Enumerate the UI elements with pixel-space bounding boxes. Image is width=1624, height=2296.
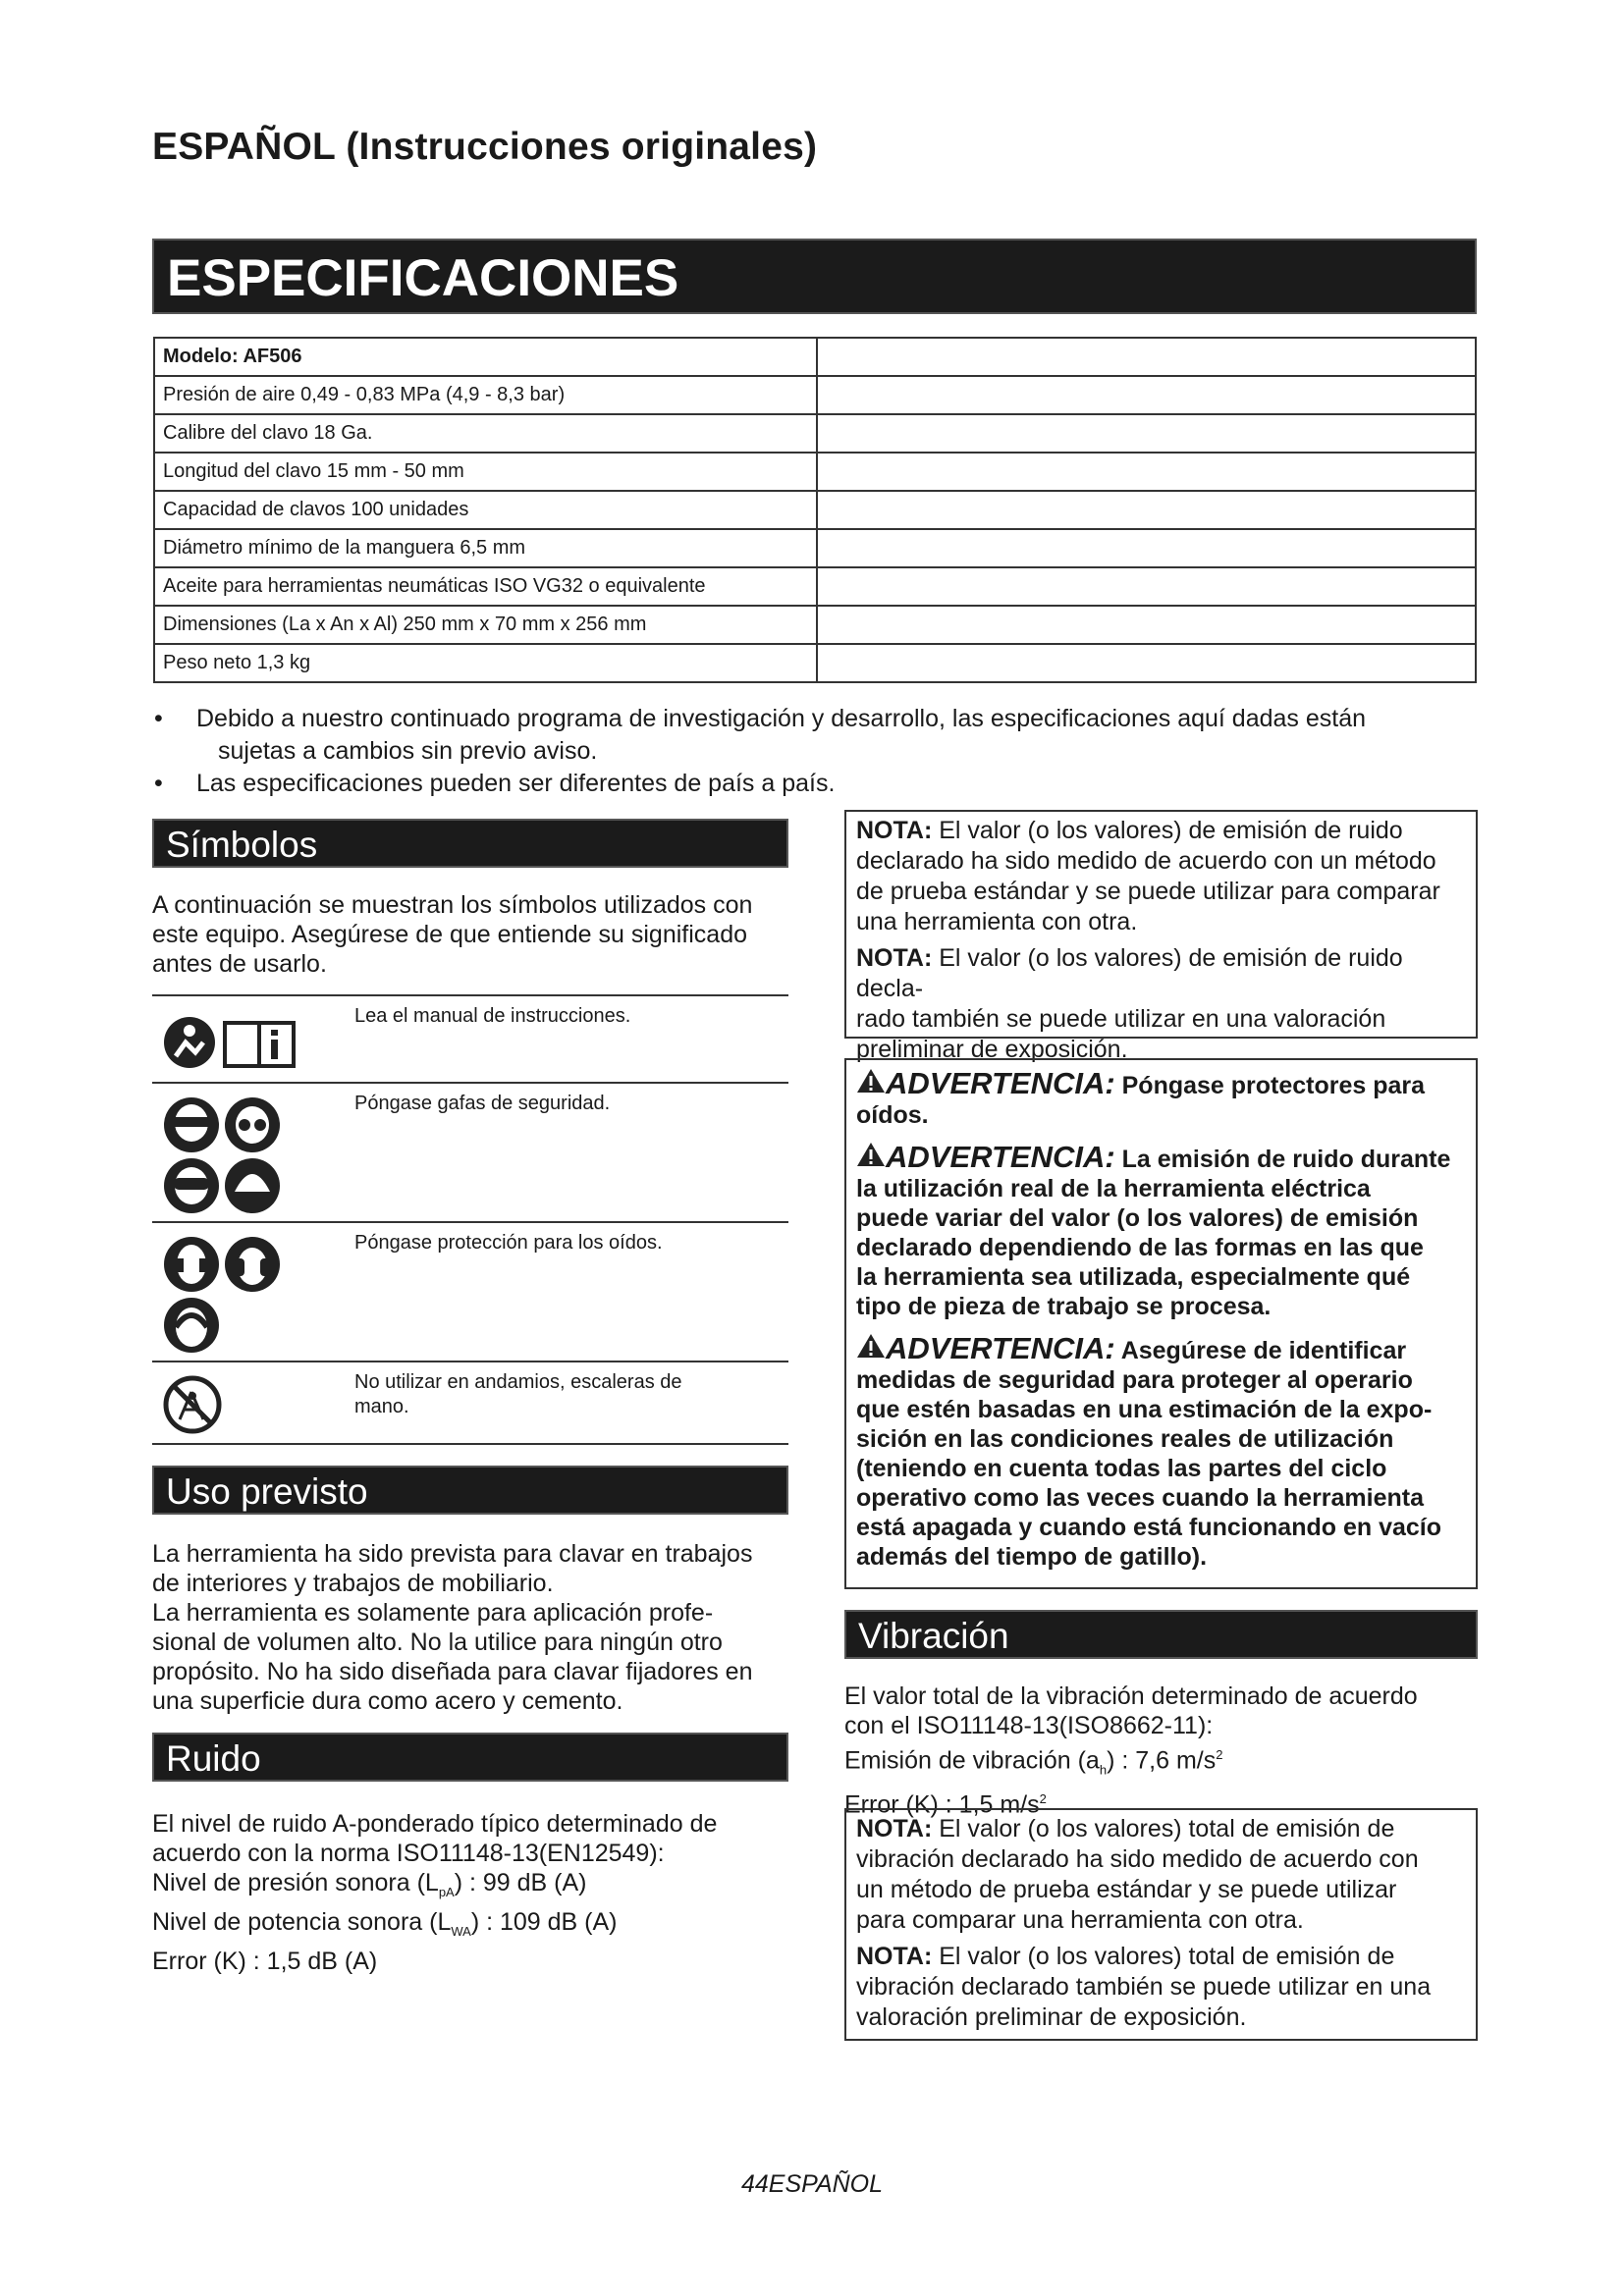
spec-model: Modelo: AF506	[154, 338, 817, 376]
text-line: La herramienta es solamente para aplicación profe-	[152, 1599, 714, 1627]
text-line: declarado dependiendo de las formas en las que	[856, 1234, 1424, 1261]
symbol-row-ear-protection	[152, 1221, 788, 1362]
text-line: acuerdo con la norma ISO11148-13(EN12549):	[152, 1840, 665, 1867]
symbol-row-safety-glasses	[152, 1082, 788, 1223]
subscript: pA	[438, 1885, 455, 1899]
text-line: puede variar del valor (o los valores) de emisión	[856, 1204, 1419, 1232]
bullet: •	[154, 770, 163, 797]
list-item	[152, 703, 1478, 735]
table-row	[154, 606, 1476, 644]
table-row	[154, 338, 1476, 376]
symbol-description: Póngase gafas de seguridad.	[354, 1093, 611, 1114]
text-line: propósito. No ha sido diseñada para clavar fijadores en	[152, 1658, 753, 1685]
symbol-description: Póngase protección para los oídos.	[354, 1232, 663, 1254]
text-line: El valor (o los valores) total de emisión de	[932, 1943, 1395, 1970]
superscript: 2	[1039, 1791, 1047, 1807]
warning-label: ADVERTENCIA:	[886, 1066, 1115, 1100]
warning-label: ADVERTENCIA:	[886, 1140, 1115, 1174]
table-row	[154, 567, 1476, 606]
spec-empty-cell	[817, 338, 1476, 376]
text-line: vibración declarado ha sido medido de acuerdo con	[856, 1845, 1419, 1873]
spec-oil: Aceite para herramientas neumáticas ISO VG32 o equivalente	[154, 567, 817, 606]
table-row	[154, 491, 1476, 529]
value: ) : 99 dB (A)	[454, 1869, 587, 1896]
table-row	[154, 376, 1476, 414]
noise-text	[152, 1809, 788, 1976]
symbol-row-read-manual	[152, 994, 788, 1084]
text-line: (teniendo en cuenta todas las partes del ciclo	[856, 1455, 1387, 1482]
page-number: 44ESPAÑOL	[740, 2170, 884, 2198]
text-line: una superficie dura como acero y cemento.	[152, 1687, 623, 1715]
note-label: NOTA:	[856, 1815, 933, 1842]
note-label: NOTA:	[856, 944, 933, 972]
table-row	[154, 529, 1476, 567]
noise-power-level	[152, 1907, 788, 1947]
warning-paragraph	[856, 1333, 1466, 1572]
table-row	[154, 644, 1476, 682]
symbols-intro	[152, 890, 788, 979]
text-line: que estén basadas en una estimación de la expo-	[856, 1396, 1433, 1423]
subscript: WA	[451, 1924, 471, 1939]
text-line: No utilizar en andamios, escaleras de	[354, 1371, 682, 1393]
symbol-row-no-scaffold	[152, 1361, 788, 1445]
text-line: este equipo. Asegúrese de que entiende su significado	[152, 921, 748, 948]
subscript: h	[1099, 1762, 1108, 1778]
text-line: preliminar de exposición.	[856, 1036, 1128, 1063]
noise-pressure-level	[152, 1868, 788, 1907]
safety-glasses-icon	[162, 1095, 290, 1220]
text-line: un método de prueba estándar y se puede utilizar	[856, 1876, 1397, 1903]
text-line: medidas de seguridad para proteger al operario	[856, 1366, 1413, 1394]
text-line: La herramienta ha sido prevista para clavar en trabajos	[152, 1540, 753, 1568]
specifications-banner: ESPECIFICACIONES	[152, 239, 1477, 314]
label: Emisión de vibración (a	[844, 1746, 1100, 1775]
no-scaffold-icon	[162, 1374, 223, 1440]
noise-error: Error (K) : 1,5 dB (A)	[152, 1948, 378, 1975]
spec-nail-capacity: Capacidad de clavos 100 unidades	[154, 491, 817, 529]
warning-label: ADVERTENCIA:	[886, 1331, 1115, 1365]
spec-nail-length: Longitud del clavo 15 mm - 50 mm	[154, 453, 817, 491]
label: Nivel de presión sonora (L	[152, 1869, 439, 1896]
value: ) : 7,6 m/s	[1107, 1746, 1217, 1775]
note-text: Las especificaciones pueden ser diferentes de país a país.	[196, 770, 836, 797]
warning-box	[844, 1058, 1478, 1589]
text-line: de interiores y trabajos de mobiliario.	[152, 1570, 554, 1597]
spec-empty-cell	[817, 376, 1476, 414]
vibration-text	[844, 1682, 1478, 1820]
noise-note-box	[844, 810, 1478, 1063]
spec-dimensions: Dimensiones (La x An x Al) 250 mm x 70 mm x 256 mm	[154, 606, 817, 644]
spec-empty-cell	[817, 567, 1476, 606]
label: Nivel de potencia sonora (L	[152, 1908, 452, 1936]
intended-use-banner: Uso previsto	[152, 1466, 788, 1515]
spec-empty-cell	[817, 606, 1476, 644]
note-paragraph	[856, 1942, 1466, 2033]
note-paragraph	[856, 1814, 1466, 1936]
text-line: operativo como las veces cuando la herramienta	[856, 1484, 1425, 1512]
spec-air-pressure: Presión de aire 0,49 - 0,83 MPa (4,9 - 8,3 bar)	[154, 376, 817, 414]
table-row	[154, 414, 1476, 453]
text-line: El valor (o los valores) de emisión de ruido decla-	[856, 944, 1403, 1002]
spec-empty-cell	[817, 644, 1476, 682]
text-line: valoración preliminar de exposición.	[856, 2003, 1247, 2031]
text-line: con el ISO11148-13(ISO8662-11):	[844, 1712, 1214, 1739]
bullet: •	[154, 705, 163, 732]
text-line: rado también se puede utilizar en una valoración	[856, 1005, 1386, 1033]
note-text: Debido a nuestro continuado programa de investigación y desarrollo, las especificaciones aquí dadas están	[196, 705, 1367, 732]
vibration-note-box	[844, 1808, 1478, 2041]
text-line: sional de volumen alto. No la utilice para ningún otro	[152, 1629, 723, 1656]
note-paragraph	[856, 816, 1466, 937]
warning-paragraph	[856, 1142, 1466, 1321]
text-line: además del tiempo de gatillo).	[856, 1543, 1208, 1571]
intended-use-text	[152, 1539, 788, 1716]
text-line: La emisión de ruido durante	[1114, 1146, 1451, 1173]
symbol-description: Lea el manual de instrucciones.	[354, 1005, 631, 1027]
text-line: la utilización real de la herramienta eléctrica	[856, 1175, 1371, 1202]
note-paragraph	[856, 943, 1466, 1065]
vibration-emission	[844, 1740, 1478, 1785]
text-line: mano.	[354, 1396, 409, 1417]
ear-protection-icon	[162, 1235, 290, 1360]
page-language-title: ESPAÑOL (Instrucciones originales)	[152, 126, 818, 168]
vibration-banner: Vibración	[844, 1610, 1478, 1659]
text-line: El valor (o los valores) de emisión de ruido	[932, 817, 1403, 844]
spec-empty-cell	[817, 529, 1476, 567]
noise-banner: Ruido	[152, 1733, 788, 1782]
text-line: vibración declarado también se puede utilizar en una	[856, 1973, 1432, 2001]
symbols-banner: Símbolos	[152, 819, 788, 868]
warning-paragraph	[856, 1068, 1466, 1130]
spec-weight: Peso neto 1,3 kg	[154, 644, 817, 682]
table-row	[154, 453, 1476, 491]
warning-triangle-icon	[856, 1337, 886, 1364]
spec-nail-gauge: Calibre del clavo 18 Ga.	[154, 414, 817, 453]
text-line: la herramienta sea utilizada, especialmente qué	[856, 1263, 1411, 1291]
text-line: El nivel de ruido A-ponderado típico determinado de	[152, 1810, 718, 1838]
note-label: NOTA:	[856, 1943, 933, 1970]
text-line: oídos.	[856, 1101, 929, 1129]
text-line: declarado ha sido medido de acuerdo con un método	[856, 847, 1436, 875]
text-line: antes de usarlo.	[152, 950, 327, 978]
text-line: A continuación se muestran los símbolos utilizados con	[152, 891, 753, 919]
note-label: NOTA:	[856, 817, 933, 844]
superscript: 2	[1216, 1747, 1223, 1762]
specifications-table	[153, 337, 1477, 683]
text-line: de prueba estándar y se puede utilizar para comparar	[856, 878, 1440, 905]
text-line: tipo de pieza de trabajo se procesa.	[856, 1293, 1272, 1320]
warning-triangle-icon	[856, 1072, 886, 1099]
value: Error (K) : 1,5 m/s	[844, 1790, 1040, 1819]
list-item	[152, 768, 1478, 800]
text-line: Asegúrese de identificar	[1114, 1337, 1407, 1364]
text-line: para comparar una herramienta con otra.	[856, 1906, 1304, 1934]
spec-empty-cell	[817, 414, 1476, 453]
text-line: una herramienta con otra.	[856, 908, 1138, 935]
symbol-description	[354, 1370, 777, 1419]
value: ) : 109 dB (A)	[470, 1908, 618, 1936]
note-text-continued: sujetas a cambios sin previo aviso.	[218, 737, 598, 765]
warning-triangle-icon	[856, 1146, 886, 1173]
specification-notes	[152, 703, 1478, 800]
spec-empty-cell	[817, 453, 1476, 491]
spec-empty-cell	[817, 491, 1476, 529]
text-line: Póngase protectores para	[1114, 1072, 1426, 1099]
spec-hose-diameter: Diámetro mínimo de la manguera 6,5 mm	[154, 529, 817, 567]
read-manual-icon	[162, 1013, 299, 1077]
text-line: El valor total de la vibración determinado de acuerdo	[844, 1682, 1418, 1710]
text-line: está apagada y cuando está funcionando en vacío	[856, 1514, 1441, 1541]
text-line: sición en las condiciones reales de utilización	[856, 1425, 1394, 1453]
text-line: El valor (o los valores) total de emisión de	[932, 1815, 1395, 1842]
